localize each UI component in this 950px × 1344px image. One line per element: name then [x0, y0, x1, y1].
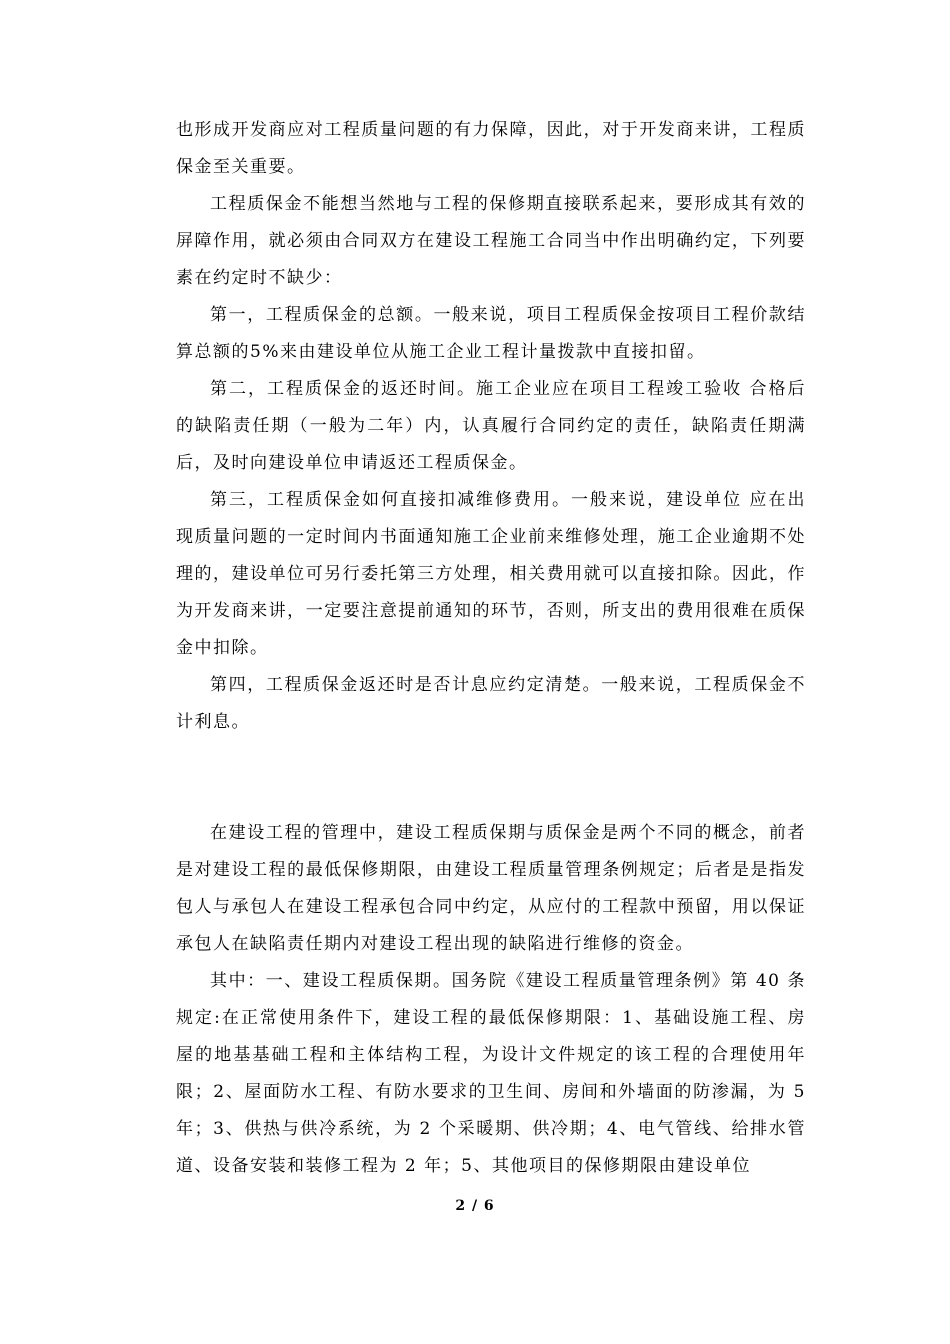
- paragraph-warranty-deposit-agreement: 工程质保金不能想当然地与工程的保修期直接联系起来，要形成其有效的屏障作用，就必须由合同双方在建设工程施工合同当中作出明确约定，下列要素在约定时不缺少：: [176, 194, 806, 288]
- paragraph-item-fourth: 第四，工程质保金返还时是否计息应约定清楚。一般来说，工程质保金不计利息。: [176, 675, 806, 732]
- document-body: [176, 112, 806, 1185]
- paragraph-item-second: 第二，工程质保金的返还时间。施工企业应在项目工程竣工验收 合格后的缺陷责任期（一般为二年）内，认真履行合同约定的责任，缺陷责任期满后，及时向建设单位申请返还工程质保金。: [176, 379, 806, 473]
- paragraph-warranty-period: 其中：一、建设工程质保期。国务院《建设工程质量管理条例》第 40 条规定:在正常使用条件下，建设工程的最低保修期限：1、基础设施工程、房屋的地基基础工程和主体结构工程，为设计文件规定的该工程的合理使用年限；2、屋面防水工程、有防水要求的卫生间、房间和外墙面的防渗漏，为 5 年；3、供热与供冷系统，为 2 个采暖期、供冷期；4、电气管线、给排水管道、设备安装和装修工程为 2 年；5、其他项目的保修期限由建设单位: [176, 971, 806, 1176]
- paragraph-continuation: 也形成开发商应对工程质量问题的有力保障，因此，对于开发商来讲，工程质保金至关重要。: [176, 120, 806, 177]
- paragraph-item-first: 第一，工程质保金的总额。一般来说，项目工程质保金按项目工程价款结算总额的5%来由建设单位从施工企业工程计量拨款中直接扣留。: [176, 305, 806, 362]
- paragraph-item-third: 第三，工程质保金如何直接扣减维修费用。一般来说，建设单位 应在出现质量问题的一定时间内书面通知施工企业前来维修处理，施工企业逾期不处理的，建设单位可另行委托第三方处理，相关费用就可以直接扣除。因此，作为开发商来讲，一定要注意提前通知的环节，否则，所支出的费用很难在质保金中扣除。: [176, 490, 806, 658]
- section-spacer: [176, 741, 806, 815]
- paragraph-concepts: 在建设工程的管理中，建设工程质保期与质保金是两个不同的概念，前者是对建设工程的最低保修期限，由建设工程质量管理条例规定；后者是是指发包人与承包人在建设工程承包合同中约定，从应付的工程款中预留，用以保证承包人在缺陷责任期内对建设工程出现的缺陷进行维修的资金。: [176, 823, 806, 954]
- page-number: 2 / 6: [455, 1198, 495, 1214]
